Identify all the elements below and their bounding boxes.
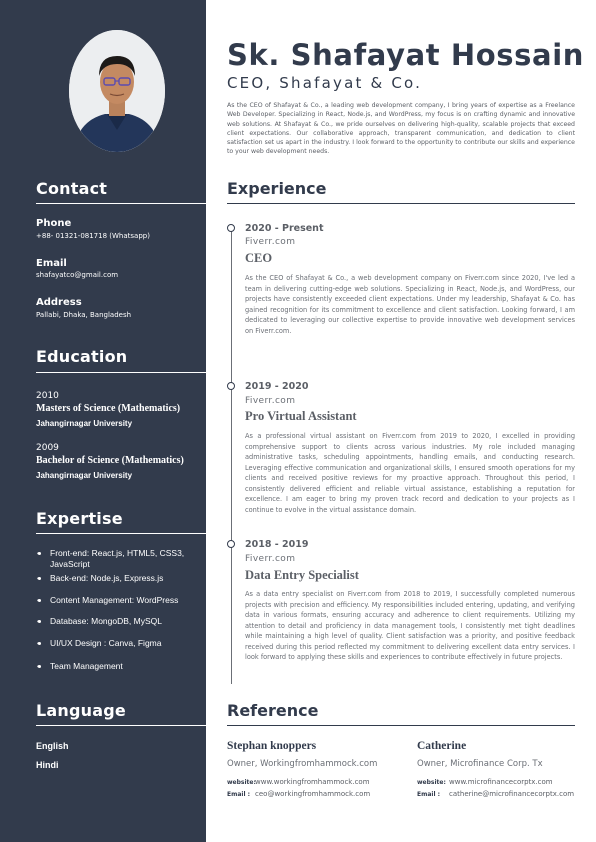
education-heading: Education: [36, 347, 128, 366]
experience-company: Fiverr.com: [245, 554, 296, 564]
email-label: Email :: [417, 791, 441, 798]
education-degree: Masters of Science (Mathematics): [36, 403, 181, 414]
expertise-item: • • Team Management: [50, 661, 196, 672]
contact-heading: Contact: [36, 179, 108, 198]
education-school: Jahangirnagar University: [36, 471, 133, 480]
expertise-item: • • UI/UX Design : Canva, Figma: [50, 638, 196, 649]
timeline-dot: [227, 540, 235, 548]
address-value: Pallabi, Dhaka, Bangladesh: [36, 311, 132, 319]
reference-website: [227, 778, 370, 786]
email-value: shafayatco@gmail.com: [36, 271, 119, 279]
page-title: Sk. Shafayat Hossain: [227, 38, 584, 72]
education-year: 2010: [36, 391, 59, 401]
experience-description: As a professional virtual assistant on Fiverr.com from 2019 to 2020, I excelled in providing comprehensive support to clients across various industries. My role included managing administrative tasks, scheduling appointments, handling emails, and conducting research. Leveraging effective communication and organizational skills, I ensured smooth operations for my clients and received positive reviews for my proactive approach. Throughout this period, I consistently delivered efficient and reliable virtual assistance, establishing a reputation for excellence. I am eager to bring my proven track record and dedication to your projects as I continue to evolve in the virtual assistance domain.: [245, 432, 575, 514]
experience-description: As the CEO of Shafayat & Co., a web development company on Fiverr.com since 2020, I've led a team in delivering cutting-edge web solutions. Specializing in React, Node.js, and WordPress, our projects have consistently exceeded client expectations. Under my leadership, Shafayat & Co. has gained recognition for its commitment to excellence and client satisfaction. Looking forward, I am dedicated to leveraging our collective expertise to provide innovative web development services on Fiverr.com.: [245, 274, 575, 335]
phone-label: Phone: [36, 218, 72, 229]
contact-divider: [36, 203, 206, 204]
reference-website-value[interactable]: www.workingfromhammock.com: [255, 778, 370, 786]
timeline-line: [231, 228, 232, 684]
experience-period: 2019 - 2020: [245, 381, 309, 392]
experience-company: Fiverr.com: [245, 237, 296, 247]
phone-value: +88- 01321-081718 (Whatsapp): [36, 232, 150, 240]
expertise-divider: [36, 533, 206, 534]
experience-description: As a data entry specialist on Fiverr.com from 2018 to 2019, I successfully completed numerous projects with precision and efficiency. My responsibilities included entering, updating, and verifying data in various formats, ensuring accuracy and adherence to client requirements. Utilizing my attention to detail and proficiency in data management tools, I consistently met tight deadlines while maintaining a high level of quality. Client satisfaction was a priority, and positive feedback received during this period reflected my commitment to delivering excellent data entry services. I look forward to applying these skills and experiences to contribute effectively in future projects.: [245, 590, 575, 661]
job-title: CEO, Shafayat & Co.: [227, 74, 423, 92]
website-label: website:: [417, 779, 446, 786]
expertise-heading: Expertise: [36, 509, 123, 528]
person-portrait-icon: [69, 30, 165, 152]
reference-email: [417, 790, 574, 798]
experience-role: Data Entry Specialist: [245, 568, 359, 582]
reference-email-value[interactable]: catherine@microfinancecorptx.com: [449, 790, 575, 798]
experience-company: Fiverr.com: [245, 396, 296, 406]
language-item: Hindi: [36, 760, 59, 770]
language-heading: Language: [36, 701, 126, 720]
reference-email: [227, 790, 370, 798]
language-divider: [36, 725, 206, 726]
reference-name: Catherine: [417, 740, 467, 752]
experience-period: 2020 - Present: [245, 223, 324, 234]
reference-name: Stephan knoppers: [227, 740, 317, 752]
reference-org: Owner, Workingfromhammock.com: [227, 759, 378, 769]
language-item: English: [36, 741, 69, 751]
reference-email-value[interactable]: ceo@workingfromhammock.com: [255, 790, 371, 798]
sidebar: [0, 0, 206, 842]
education-degree: Bachelor of Science (Mathematics): [36, 455, 184, 466]
experience-role: Pro Virtual Assistant: [245, 409, 357, 423]
experience-role: CEO: [245, 251, 273, 265]
education-divider: [36, 372, 206, 373]
experience-heading: Experience: [227, 179, 327, 198]
education-year: 2009: [36, 443, 59, 453]
email-label: Email: [36, 258, 67, 269]
expertise-item: • • Content Management: WordPress: [50, 595, 196, 606]
profile-photo: [69, 30, 165, 152]
expertise-item: • • Front-end: React.js, HTML5, CSS3, JavaScript: [50, 548, 196, 570]
address-label: Address: [36, 297, 82, 308]
experience-divider: [227, 203, 575, 204]
timeline-dot: [227, 382, 235, 390]
reference-website: [417, 778, 553, 786]
website-label: website:: [227, 779, 256, 786]
reference-org: Owner, Microfinance Corp. Tx: [417, 759, 543, 769]
email-label: Email :: [227, 791, 251, 798]
reference-website-value[interactable]: www.microfinancecorptx.com: [449, 778, 553, 786]
experience-period: 2018 - 2019: [245, 539, 309, 550]
profile-summary: As the CEO of Shafayat & Co., a leading web development company, I bring years of expertise as a Freelance Web Developer. Specializing in React, Node.js, and WordPress, my focus is on crafting dynamic and innovative web solutions. At Shafayat & Co., we pride ourselves on delivering high-quality, scalable projects that exceed client expectations. Our collaborative approach, transparent communication, and dedication to client satisfaction set us apart in the industry. I look forward to the opportunity to contribute our skills and experience to your web development needs.: [227, 102, 575, 156]
education-school: Jahangirnagar University: [36, 419, 133, 428]
timeline-dot: [227, 224, 235, 232]
reference-heading: Reference: [227, 701, 319, 720]
expertise-item: • • Database: MongoDB, MySQL: [50, 616, 196, 627]
expertise-item: • • Back-end: Node.js, Express.js: [50, 573, 196, 584]
reference-divider: [227, 725, 575, 726]
